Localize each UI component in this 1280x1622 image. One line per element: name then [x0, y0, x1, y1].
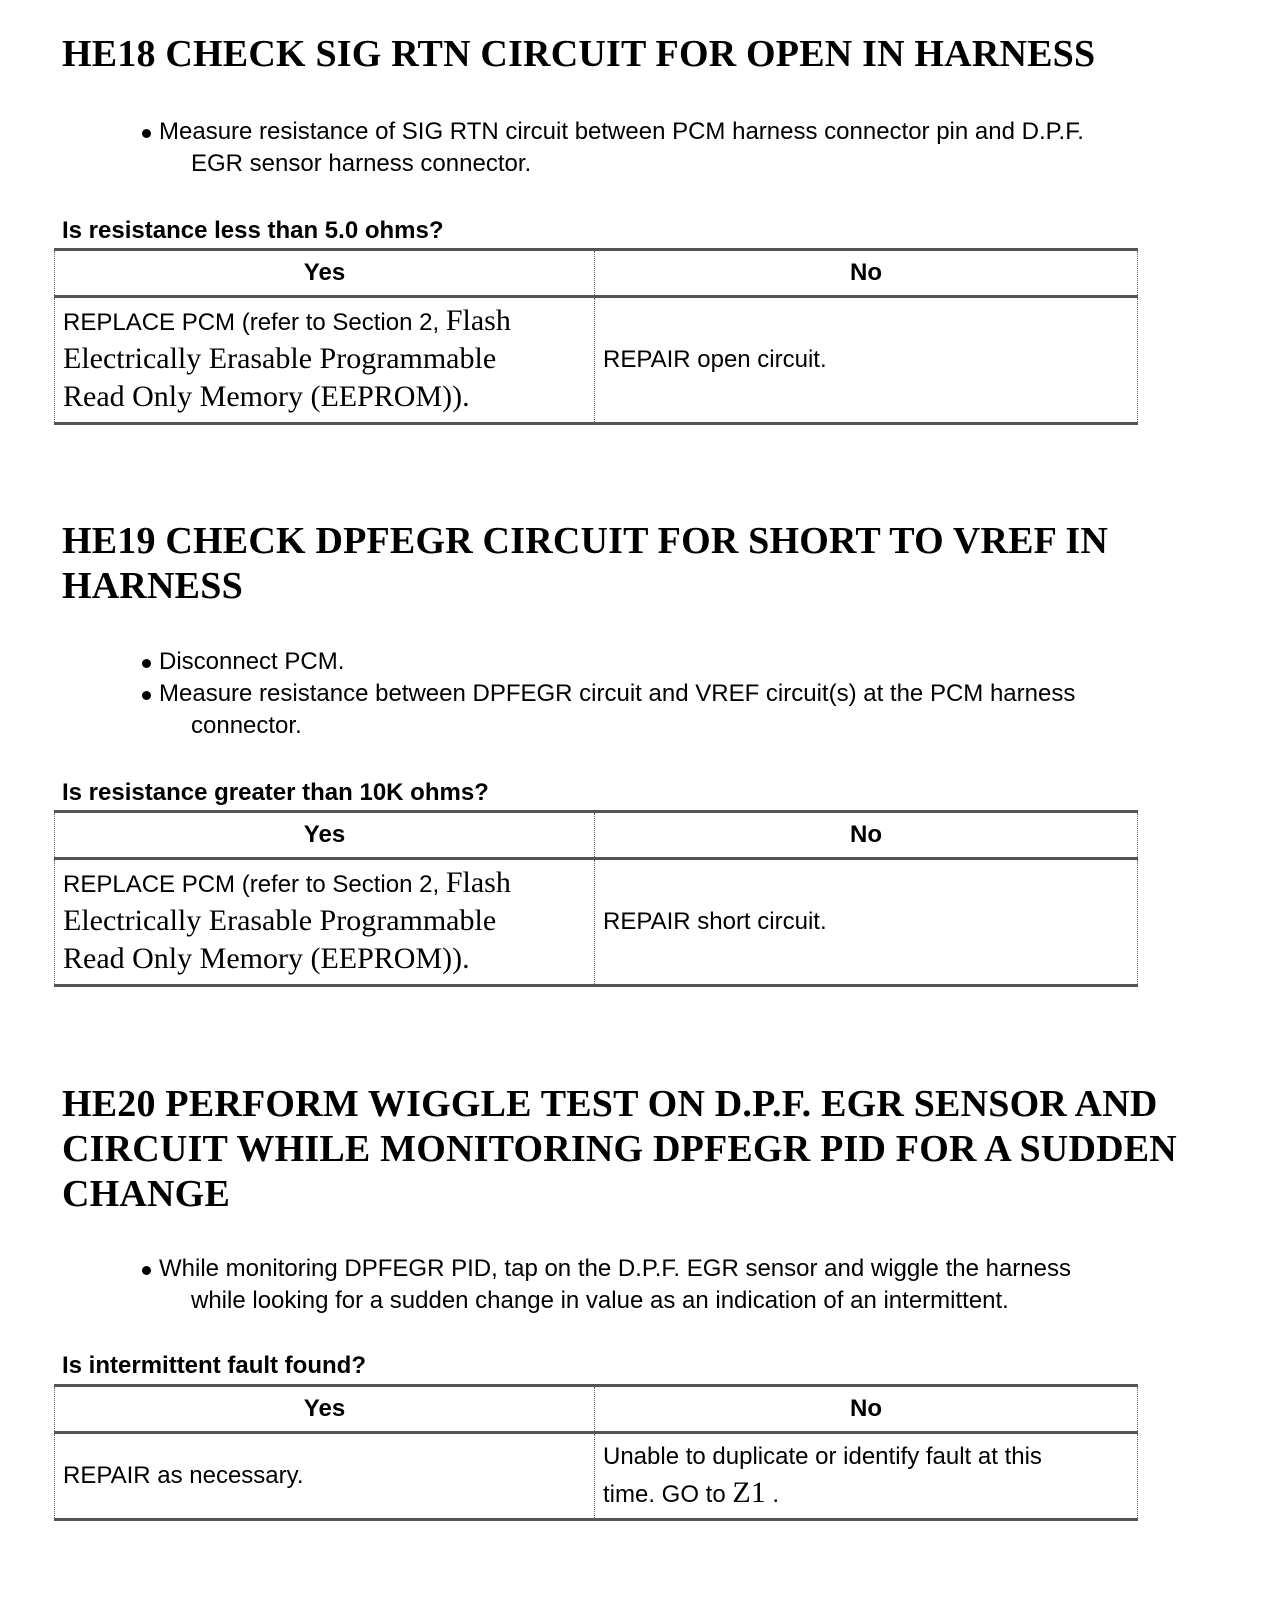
heading-he18: HE18 CHECK SIG RTN CIRCUIT FOR OPEN IN HARNESS [62, 33, 1096, 75]
yes-cell-text-line2[interactable]: Electrically Erasable Programmable [63, 342, 497, 375]
no-cell-text-line2-suffix: . [765, 1481, 780, 1508]
bullet-dot-icon [142, 691, 151, 700]
no-cell-text-line2-prefix: time. GO to [603, 1481, 733, 1508]
no-cell: REPAIR short circuit. [595, 859, 1138, 986]
bullet-dot-icon [142, 659, 151, 668]
bullet-list-he18 [142, 116, 1237, 180]
yes-cell: REPAIR as necessary. [55, 1433, 595, 1520]
bullet-dot-icon [142, 1266, 151, 1275]
yes-cell-text-line2[interactable]: Electrically Erasable Programmable [63, 904, 497, 937]
yes-cell-text-line3[interactable]: Read Only Memory (EEPROM)). [63, 942, 470, 975]
no-header: No [595, 250, 1138, 297]
bullet-list-he20 [142, 1253, 1237, 1317]
heading-he20-line2: CIRCUIT WHILE MONITORING DPFEGR PID FOR A SUDDEN [62, 1128, 1177, 1170]
yes-cell-text-prefix: REPLACE PCM (refer to Section 2, [63, 309, 446, 336]
no-cell: REPAIR open circuit. [595, 297, 1138, 424]
yes-cell-text-line3[interactable]: Read Only Memory (EEPROM)). [63, 380, 470, 413]
yes-header: Yes [55, 250, 595, 297]
heading-he19-line1: HE19 CHECK DPFEGR CIRCUIT FOR SHORT TO VREF IN [62, 520, 1108, 562]
question-he18: Is resistance less than 5.0 ohms? [62, 217, 444, 244]
heading-he20-line1: HE20 PERFORM WIGGLE TEST ON D.P.F. EGR SENSOR AND [62, 1083, 1158, 1125]
bullet-item [142, 646, 1237, 678]
bullet-text-line1: Measure resistance of SIG RTN circuit between PCM harness connector pin and D.P.F. [159, 118, 1084, 145]
bullet-text-line2: connector. [191, 712, 302, 739]
table-header-row [55, 1386, 1138, 1433]
yes-header: Yes [55, 1386, 595, 1433]
table-header-row [55, 250, 1138, 297]
heading-he20 [62, 1082, 1252, 1217]
bullet-text-line1: Measure resistance between DPFEGR circuit and VREF circuit(s) at the PCM harness [159, 680, 1076, 707]
yes-cell [55, 859, 595, 986]
heading-he19 [62, 519, 1252, 609]
bullet-text-line2: while looking for a sudden change in value as an indication of an intermittent. [191, 1287, 1009, 1314]
bullet-list-he19 [142, 646, 1237, 742]
z1-link[interactable]: Z1 [732, 1476, 766, 1509]
question-he19: Is resistance greater than 10K ohms? [62, 779, 489, 806]
decision-table-he20 [54, 1384, 1138, 1521]
bullet-item [142, 678, 1237, 742]
table-header-row [55, 812, 1138, 859]
yes-header: Yes [55, 812, 595, 859]
bullet-text-line2: EGR sensor harness connector. [191, 150, 532, 177]
no-cell-text-line1: Unable to duplicate or identify fault at this [603, 1443, 1042, 1470]
bullet-text-line1: Disconnect PCM. [159, 648, 345, 675]
bullet-text-line1: While monitoring DPFEGR PID, tap on the D.P.F. EGR sensor and wiggle the harness [159, 1255, 1071, 1282]
heading-he19-line2: HARNESS [62, 565, 243, 607]
no-header: No [595, 812, 1138, 859]
bullet-item [142, 116, 1237, 180]
bullet-item [142, 1253, 1237, 1317]
decision-table-he19 [54, 810, 1138, 987]
bullet-dot-icon [142, 129, 151, 138]
heading-he20-line3: CHANGE [62, 1173, 230, 1215]
yes-cell-text-prefix: REPLACE PCM (refer to Section 2, [63, 871, 446, 898]
yes-cell [55, 297, 595, 424]
no-cell [595, 1433, 1138, 1520]
no-header: No [595, 1386, 1138, 1433]
table-row [55, 297, 1138, 424]
flash-link[interactable]: Flash [445, 866, 511, 899]
table-row [55, 1433, 1138, 1520]
question-he20: Is intermittent fault found? [62, 1352, 366, 1379]
decision-table-he18 [54, 248, 1138, 425]
flash-link[interactable]: Flash [445, 304, 511, 337]
table-row [55, 859, 1138, 986]
